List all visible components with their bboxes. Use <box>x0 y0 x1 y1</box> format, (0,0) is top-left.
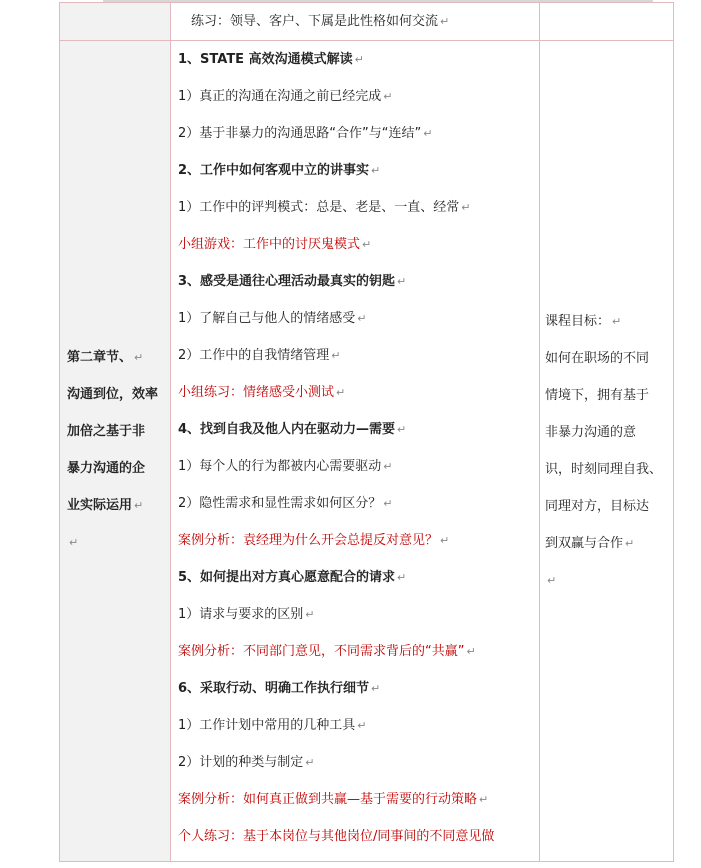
chapter-title-line <box>60 524 170 561</box>
outline-item <box>171 189 539 226</box>
paragraph-mark: ↵ <box>336 386 346 399</box>
outline-item-text: 2）基于非暴力的沟通思路“合作”与“连结” <box>178 126 422 141</box>
outline-item-text: 4、找到自我及他人内在驱动力—需要 <box>178 422 396 437</box>
outline-item-text: 2）工作中的自我情绪管理 <box>178 348 330 363</box>
outline-item-text: 案例分析：如何真正做到共赢—基于需要的行动策略 <box>178 792 478 807</box>
paragraph-mark: ↵ <box>357 719 367 732</box>
outline-item <box>171 633 539 670</box>
outline-item-text: 1）每个人的行为都被内心需要驱动 <box>178 459 382 474</box>
outline-item-text: 1）真正的沟通在沟通之前已经完成 <box>178 89 382 104</box>
outline-item-text: 案例分析：不同部门意见，不同需求背后的“共赢” <box>178 644 465 659</box>
outline-item-text: 5、如何提出对方真心愿意配合的请求 <box>178 570 396 585</box>
outline-item-text: 个人练习：基于本岗位与其他岗位/同事间的不同意见做 <box>178 829 495 844</box>
paragraph-mark: ↵ <box>354 53 364 66</box>
outline-item-text: 小组练习：情绪感受小测试 <box>178 385 335 400</box>
paragraph-mark: ↵ <box>362 238 372 251</box>
course-goal-line-text: 如何在职场的不同 <box>545 351 650 366</box>
paragraph-mark: ↵ <box>461 201 471 214</box>
header-mid-cell <box>171 3 540 41</box>
outline-item <box>171 485 539 522</box>
course-goal-line-text: 课程目标： <box>545 314 611 329</box>
chapter-content-cell <box>171 41 540 862</box>
chapter-title-line <box>60 413 170 450</box>
practice-text: 练习：领导、客户、下属是此性格如何交流 <box>191 14 439 29</box>
course-goal-line-text: 情境下，拥有基于 <box>545 388 650 403</box>
header-row <box>60 3 674 41</box>
course-goal-line <box>540 488 673 525</box>
paragraph-mark: ↵ <box>305 756 315 769</box>
paragraph-mark: ↵ <box>383 90 393 103</box>
course-goal-line <box>540 303 673 340</box>
chapter-row <box>60 41 674 862</box>
outline-item <box>171 559 539 596</box>
outline-item <box>171 670 539 707</box>
paragraph-mark: ↵ <box>440 534 450 547</box>
outline-item-text: 1、STATE 高效沟通模式解读 <box>178 52 353 67</box>
outline-item <box>171 781 539 818</box>
course-outline-table <box>59 2 674 862</box>
outline-item <box>171 263 539 300</box>
paragraph-mark: ↵ <box>134 351 144 364</box>
outline-item-text: 1）了解自己与他人的情绪感受 <box>178 311 356 326</box>
outline-item <box>171 115 539 152</box>
outline-item <box>171 596 539 633</box>
chapter-title-line-text: 业实际运用 <box>67 498 133 513</box>
course-goal-line <box>540 414 673 451</box>
outline-item-text: 3、感受是通往心理活动最真实的钥匙 <box>178 274 396 289</box>
outline-item <box>171 78 539 115</box>
outline-item-text: 2、工作中如何客观中立的讲事实 <box>178 163 370 178</box>
course-goal-cell <box>540 41 674 862</box>
outline-item-text: 小组游戏：工作中的讨厌鬼模式 <box>178 237 361 252</box>
outline-item-text: 2）计划的种类与制定 <box>178 755 304 770</box>
paragraph-mark: ↵ <box>397 423 407 436</box>
outline-item <box>171 448 539 485</box>
paragraph-mark: ↵ <box>625 537 635 550</box>
outline-item <box>171 152 539 189</box>
paragraph-mark: ↵ <box>547 574 557 587</box>
paragraph-mark: ↵ <box>440 15 450 28</box>
outline-item <box>171 300 539 337</box>
outline-item <box>171 818 539 855</box>
paragraph-mark: ↵ <box>371 164 381 177</box>
course-goal-line-text: 非暴力沟通的意 <box>545 425 637 440</box>
paragraph-mark: ↵ <box>305 608 315 621</box>
header-right-cell <box>540 3 674 41</box>
outline-item-text: 1）请求与要求的区别 <box>178 607 304 622</box>
paragraph-mark: ↵ <box>331 349 341 362</box>
outline-item-text: 1）工作中的评判模式：总是、老是、一直、经常 <box>178 200 460 215</box>
course-goal-line <box>540 340 673 377</box>
chapter-title-cell <box>60 41 171 862</box>
chapter-title-line-text: 加倍之基于非 <box>67 424 146 439</box>
outline-item <box>171 707 539 744</box>
outline-item-text: 2）隐性需求和显性需求如何区分？ <box>178 496 382 511</box>
header-left-cell <box>60 3 171 41</box>
outline-item <box>171 41 539 78</box>
paragraph-mark: ↵ <box>383 460 393 473</box>
chapter-title-line <box>60 450 170 487</box>
paragraph-mark: ↵ <box>466 645 476 658</box>
chapter-title-line-text: 第二章节、 <box>67 350 133 365</box>
paragraph-mark: ↵ <box>423 127 433 140</box>
chapter-title-line-text: 暴力沟通的企 <box>67 461 146 476</box>
outline-item <box>171 226 539 263</box>
paragraph-mark: ↵ <box>134 499 144 512</box>
paragraph-mark: ↵ <box>357 312 367 325</box>
paragraph-mark: ↵ <box>397 275 407 288</box>
paragraph-mark: ↵ <box>612 315 622 328</box>
paragraph-mark: ↵ <box>371 682 381 695</box>
outline-item <box>171 522 539 559</box>
outline-item <box>171 411 539 448</box>
outline-item-text: 6、采取行动、明确工作执行细节 <box>178 681 370 696</box>
course-goal-line <box>540 377 673 414</box>
paragraph-mark: ↵ <box>397 571 407 584</box>
chapter-title-line-text: 沟通到位，效率 <box>67 387 159 402</box>
course-goal-line <box>540 525 673 562</box>
outline-item <box>171 337 539 374</box>
course-goal-line <box>540 451 673 488</box>
paragraph-mark: ↵ <box>69 536 79 549</box>
chapter-title-line <box>60 339 170 376</box>
outline-item-text: 案例分析：袁经理为什么开会总提反对意见？ <box>178 533 439 548</box>
chapter-title-line <box>60 487 170 524</box>
course-goal-line-text: 识，时刻同理自我、 <box>545 462 663 477</box>
paragraph-mark: ↵ <box>479 793 489 806</box>
course-goal-line <box>540 562 673 599</box>
course-goal-line-text: 到双赢与合作 <box>545 536 624 551</box>
chapter-title-line <box>60 376 170 413</box>
course-goal-line-text: 同理对方，目标达 <box>545 499 650 514</box>
outline-item <box>171 374 539 411</box>
outline-item-text: 1）工作计划中常用的几种工具 <box>178 718 356 733</box>
paragraph-mark: ↵ <box>383 497 393 510</box>
outline-item <box>171 744 539 781</box>
